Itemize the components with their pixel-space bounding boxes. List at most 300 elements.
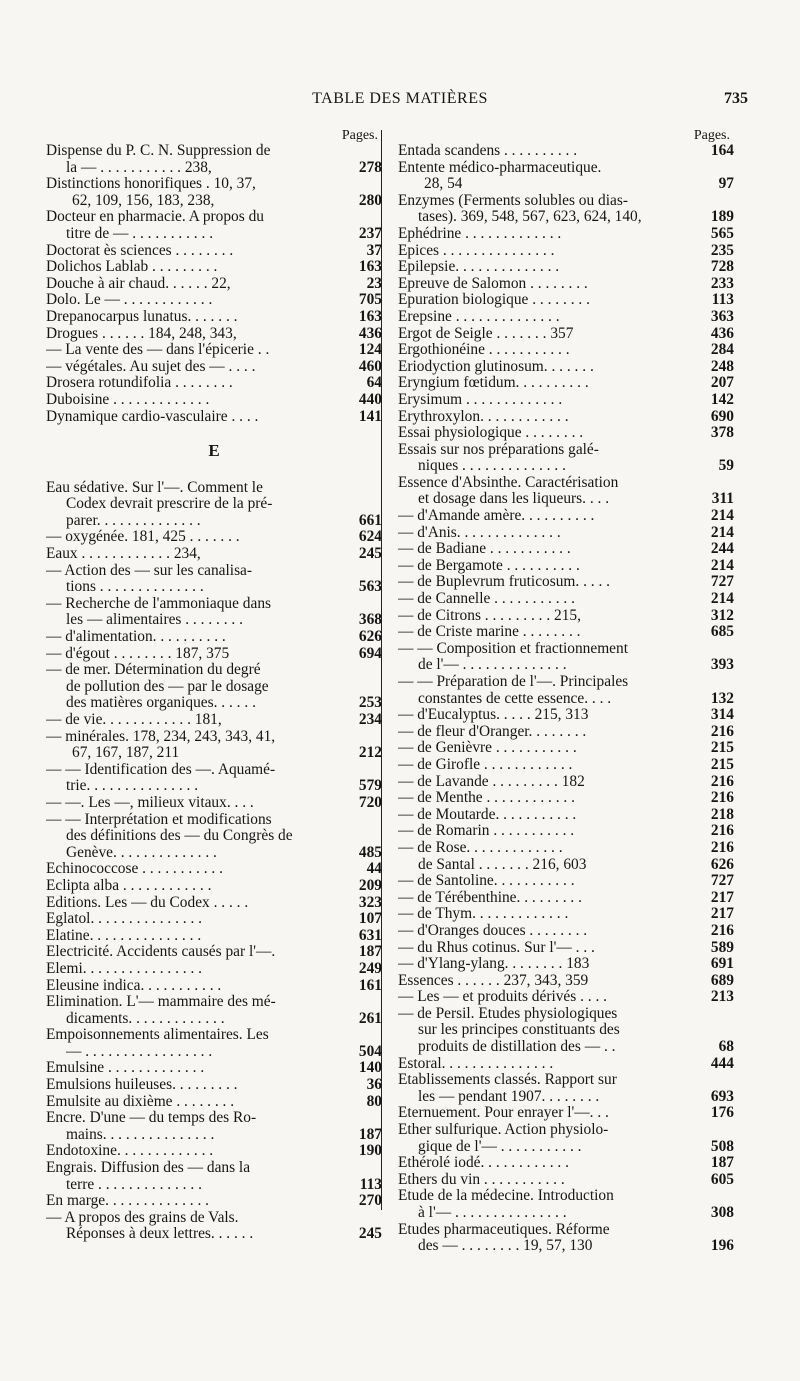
index-entry (398, 840, 734, 857)
entry-page-number: 163 (358, 258, 382, 276)
entry-page-number: 107 (358, 910, 382, 928)
index-entry (46, 496, 382, 513)
entry-text: — Recherche de l'ammoniaque dans (46, 595, 271, 612)
entry-text: — — Composition et fractionnement (398, 640, 628, 657)
entry-page-number: 270 (358, 1192, 382, 1210)
entry-page-number: 196 (710, 1237, 734, 1255)
entry-page-number: 187 (358, 1125, 382, 1143)
entry-page-number: 190 (358, 1142, 382, 1160)
index-entry (398, 923, 734, 940)
index-entry (398, 392, 734, 409)
entry-text: gique de l'— . . . . . . . . . . . (418, 1138, 582, 1155)
index-entry (46, 326, 382, 343)
entry-text: 67, 167, 187, 211 (72, 745, 180, 762)
index-entry (398, 425, 734, 442)
entry-text: — de Badiane . . . . . . . . . . . (398, 541, 571, 558)
index-entry (398, 956, 734, 973)
entry-page-number: 694 (358, 644, 382, 662)
left-column (46, 128, 382, 1243)
entry-text: et dosage dans les liqueurs. . . . (418, 491, 610, 508)
index-entry (398, 1172, 734, 1189)
index-entry (398, 1072, 734, 1089)
index-entry (46, 812, 382, 829)
entry-page-number: 213 (710, 988, 734, 1006)
index-entry (46, 529, 382, 546)
index-entry (46, 978, 382, 995)
entry-page-number: 245 (358, 1225, 382, 1243)
index-entry (46, 612, 382, 629)
entry-page-number: 216 (710, 789, 734, 807)
entry-text: — A propos des grains de Vals. (46, 1209, 239, 1226)
entry-text: Elimination. L'— mammaire des mé- (46, 994, 276, 1011)
entry-text: — de Moutarde. . . . . . . . . . . (398, 806, 577, 823)
index-entry (398, 890, 734, 907)
index-entry (46, 375, 382, 392)
entry-page-number: 444 (710, 1054, 734, 1072)
index-entry (46, 193, 382, 210)
entry-page-number: 589 (710, 938, 734, 956)
entry-text: Doctorat ès sciences . . . . . . . . (46, 242, 234, 259)
index-entry (46, 596, 382, 613)
index-entry (46, 1094, 382, 1111)
index-entry (398, 906, 734, 923)
entry-text: — de Thym. . . . . . . . . . . . . (398, 906, 569, 923)
index-entry (46, 1110, 382, 1127)
index-list-left-d (46, 143, 382, 425)
entry-page-number: 214 (710, 507, 734, 525)
entry-page-number: 187 (710, 1154, 734, 1172)
index-entry (398, 973, 734, 990)
entry-page-number: 44 (366, 860, 382, 878)
index-entry (46, 994, 382, 1011)
index-entry (46, 911, 382, 928)
entry-text: Empoisonnements alimentaires. Les (46, 1027, 269, 1044)
entry-text: à l'— . . . . . . . . . . . . . . . (418, 1205, 567, 1221)
entry-page-number: 216 (710, 722, 734, 740)
index-entry (46, 1210, 382, 1227)
entry-page-number: 689 (710, 971, 734, 989)
entry-text: de l'— . . . . . . . . . . . . . . (418, 657, 567, 674)
entry-page-number: 685 (710, 623, 734, 641)
entry-text: Endotoxine. . . . . . . . . . . . . (46, 1143, 214, 1160)
entry-page-number: 728 (710, 258, 734, 276)
entry-text: — de Girofle . . . . . . . . . . . . (398, 756, 573, 773)
entry-text: sur les principes constituants des (418, 1022, 620, 1039)
entry-text: Réponses à deux lettres. . . . . . (66, 1226, 254, 1243)
entry-page-number: 214 (710, 590, 734, 608)
entry-page-number: 140 (358, 1059, 382, 1077)
index-entry (398, 1222, 734, 1239)
entry-text: Editions. Les — du Codex . . . . . (46, 894, 249, 911)
entry-text: Etudes pharmaceutiques. Réforme (398, 1221, 610, 1238)
index-entry (398, 807, 734, 824)
index-entry (46, 1027, 382, 1044)
entry-text: Ethérolé iodé. . . . . . . . . . . . (398, 1155, 569, 1172)
index-entry (46, 1226, 382, 1243)
index-entry (398, 857, 734, 874)
entry-text: Entente médico-pharmaceutique. (398, 159, 602, 176)
entry-page-number: 23 (366, 274, 382, 292)
index-entry (46, 895, 382, 912)
entry-text: En marge. . . . . . . . . . . . . . (46, 1193, 210, 1210)
entry-text: Ergot de Seigle . . . . . . . 357 (398, 325, 574, 342)
index-entry (398, 674, 734, 691)
index-entry (398, 591, 734, 608)
index-entry (398, 1188, 734, 1205)
entry-text: — de Buplevrum fruticosum. . . . . (398, 574, 611, 591)
index-entry (398, 1022, 734, 1039)
index-entry (46, 828, 382, 845)
entry-page-number: 691 (710, 955, 734, 973)
index-entry (46, 1044, 382, 1061)
entry-text: Emulsite au dixième . . . . . . . . (46, 1093, 235, 1110)
index-entry (398, 989, 734, 1006)
entry-page-number: 80 (366, 1092, 382, 1110)
entry-text: — de Genièvre . . . . . . . . . . . (398, 740, 577, 757)
index-entry (398, 823, 734, 840)
index-entry (398, 1006, 734, 1023)
index-entry (398, 359, 734, 376)
entry-page-number: 97 (718, 175, 734, 193)
index-entry (46, 143, 382, 160)
entry-page-number: 176 (710, 1104, 734, 1122)
index-entry (398, 1238, 734, 1255)
index-entry (398, 1122, 734, 1139)
entry-text: Ethers du vin . . . . . . . . . . . (398, 1171, 565, 1188)
entry-page-number: 142 (710, 390, 734, 408)
index-entry (398, 641, 734, 658)
entry-text: — d'Anis. . . . . . . . . . . . . . (398, 524, 561, 541)
index-entry (46, 695, 382, 712)
index-entry (46, 1143, 382, 1160)
entry-page-number: 563 (358, 578, 382, 596)
pages-label-right: Pages. (693, 128, 730, 143)
index-entry (398, 790, 734, 807)
entry-page-number: 368 (358, 611, 382, 629)
entry-text: Eleusine indica. . . . . . . . . . . (46, 977, 222, 994)
entry-page-number: 216 (710, 921, 734, 939)
index-entry (398, 574, 734, 591)
entry-text: — d'Eucalyptus. . . . . 215, 313 (398, 707, 589, 724)
entry-text: — végétales. Au sujet des — . . . . (46, 358, 256, 375)
entry-page-number: 37 (366, 241, 382, 259)
entry-text: des définitions des — du Congrès de (66, 828, 293, 845)
index-entry (46, 1011, 382, 1028)
entry-text: Eriodyction glutinosum. . . . . . . (398, 358, 594, 375)
entry-text: — oxygénée. 181, 425 . . . . . . . (46, 529, 240, 546)
entry-text: — de Persil. Etudes physiologiques (398, 1005, 618, 1022)
entry-text: Echinococcose . . . . . . . . . . . (46, 861, 223, 878)
entry-text: Engrais. Diffusion des — dans la (46, 1160, 251, 1177)
index-entry (398, 442, 734, 459)
entry-text: Ergothionéine . . . . . . . . . . . (398, 342, 570, 359)
entry-page-number: 436 (710, 324, 734, 342)
index-entry (46, 861, 382, 878)
entry-text: Etude de la médecine. Introduction (398, 1188, 614, 1205)
index-entry (398, 243, 734, 260)
index-entry (46, 392, 382, 409)
entry-page-number: 460 (358, 357, 382, 375)
entry-page-number: 314 (710, 706, 734, 724)
entry-page-number: 235 (710, 241, 734, 259)
entry-text: Douche à air chaud. . . . . . 22, (46, 275, 231, 292)
entry-page-number: 261 (358, 1009, 382, 1027)
entry-text: constantes de cette essence. . . . (418, 690, 612, 707)
entry-text: Dolichos Lablab . . . . . . . . . (46, 259, 218, 276)
index-entry (398, 259, 734, 276)
index-entry (46, 1060, 382, 1077)
entry-text: — de Criste marine . . . . . . . . (398, 624, 581, 641)
entry-text: — de Citrons . . . . . . . . . 215, (398, 607, 581, 624)
entry-page-number: 215 (710, 739, 734, 757)
index-entry (398, 292, 734, 309)
entry-page-number: 720 (358, 793, 382, 811)
page-header (0, 90, 800, 112)
entry-page-number: 187 (358, 943, 382, 961)
entry-page-number: 113 (359, 1175, 382, 1193)
index-entry (46, 745, 382, 762)
entry-text: titre de — . . . . . . . . . . . (66, 225, 214, 242)
entry-page-number: 217 (710, 905, 734, 923)
index-entry (398, 475, 734, 492)
index-entry (46, 1160, 382, 1177)
entry-text: — La vente des — dans l'épicerie . . (46, 342, 270, 359)
index-entry (398, 1155, 734, 1172)
entry-page-number: 705 (358, 291, 382, 309)
entry-text: Eternuement. Pour enrayer l'—. . . (398, 1105, 609, 1122)
entry-page-number: 631 (358, 926, 382, 944)
entry-text: — Action des — sur les canalisa- (46, 562, 253, 579)
entry-page-number: 311 (711, 490, 734, 508)
entry-text: — du Rhus cotinus. Sur l'— . . . (398, 939, 595, 956)
entry-text: — —. Les —, milieux vitaux. . . . (46, 794, 254, 811)
entry-text: Eaux . . . . . . . . . . . . 234, (46, 546, 201, 563)
entry-text: tions . . . . . . . . . . . . . . (66, 579, 204, 596)
entry-text: Erysimum . . . . . . . . . . . . . (398, 391, 563, 408)
index-entry (398, 409, 734, 426)
index-entry (398, 740, 734, 757)
entry-text: Eclipta alba . . . . . . . . . . . . (46, 877, 212, 894)
entry-page-number: 207 (710, 374, 734, 392)
entry-page-number: 284 (710, 341, 734, 359)
entry-text: Epuration biologique . . . . . . . . (398, 292, 590, 309)
running-title: TABLE DES MATIÈRES (312, 90, 488, 107)
entry-page-number: 141 (358, 407, 382, 425)
entry-page-number: 218 (710, 805, 734, 823)
index-entry (398, 508, 734, 525)
index-entry (46, 1193, 382, 1210)
entry-text: Etablissements classés. Rapport sur (398, 1072, 617, 1089)
entry-text: Emulsine . . . . . . . . . . . . . (46, 1060, 205, 1077)
index-entry (46, 563, 382, 580)
entry-text: des — . . . . . . . . 19, 57, 130 (418, 1238, 593, 1255)
index-entry (46, 243, 382, 260)
entry-page-number: 189 (710, 208, 734, 226)
index-entry (46, 309, 382, 326)
entry-text: la — . . . . . . . . . . . 238, (66, 159, 212, 176)
index-entry (398, 1089, 734, 1106)
entry-text: mains. . . . . . . . . . . . . . . (66, 1126, 215, 1143)
entry-page-number: 323 (358, 893, 382, 911)
index-entry (46, 226, 382, 243)
index-entry (398, 774, 734, 791)
index-entry (398, 707, 734, 724)
index-entry (46, 662, 382, 679)
entry-text: les — pendant 1907. . . . . . . . (418, 1088, 600, 1105)
index-entry (398, 1056, 734, 1073)
entry-page-number: 253 (358, 694, 382, 712)
entry-text: Elatine. . . . . . . . . . . . . . . (46, 927, 202, 944)
entry-text: des matières organiques. . . . . . (66, 695, 256, 712)
index-entry (398, 657, 734, 674)
entry-text: de Santal . . . . . . . 216, 603 (418, 856, 587, 873)
entry-page-number: 278 (358, 158, 382, 176)
entry-page-number: 363 (710, 307, 734, 325)
index-entry (46, 480, 382, 497)
entry-text: tases). 369, 548, 567, 623, 624, 140, (418, 209, 642, 226)
entry-page-number: 68 (718, 1038, 734, 1056)
index-entry (46, 1127, 382, 1144)
entry-page-number: 124 (358, 341, 382, 359)
index-entry (398, 1205, 734, 1222)
index-entry (398, 309, 734, 326)
entry-text: Ether sulfurique. Action physiolo- (398, 1122, 609, 1139)
entry-text: Duboisine . . . . . . . . . . . . . (46, 391, 210, 408)
index-entry (46, 679, 382, 696)
entry-text: Genève. . . . . . . . . . . . . . (66, 844, 217, 861)
entry-text: Dolo. Le — . . . . . . . . . . . . (46, 292, 213, 309)
index-entry (46, 292, 382, 309)
entry-text: Enzymes (Ferments solubles ou dias- (398, 192, 628, 209)
index-entry (398, 1139, 734, 1156)
entry-page-number: 624 (358, 528, 382, 546)
index-entry (46, 944, 382, 961)
entry-page-number: 164 (710, 142, 734, 159)
entry-text: Epices . . . . . . . . . . . . . . . (398, 242, 555, 259)
index-entry (46, 762, 382, 779)
entry-text: Emulsions huileuses. . . . . . . . . (46, 1077, 238, 1094)
entry-page-number: 233 (710, 274, 734, 292)
entry-text: Electricité. Accidents causés par l'—. (46, 944, 276, 961)
index-entry (46, 778, 382, 795)
entry-text: produits de distillation des — . . (418, 1039, 616, 1056)
entry-page-number: 280 (358, 191, 382, 209)
entry-text: Docteur en pharmacie. A propos du (46, 209, 264, 226)
entry-text: — de Romarin . . . . . . . . . . . (398, 823, 575, 840)
entry-text: Encre. D'une — du temps des Ro- (46, 1110, 257, 1127)
entry-text: — de Rose. . . . . . . . . . . . . (398, 839, 563, 856)
entry-text: Drosera rotundifolia . . . . . . . . (46, 375, 233, 392)
entry-page-number: 661 (358, 511, 382, 529)
entry-page-number: 436 (358, 324, 382, 342)
entry-text: 62, 109, 156, 183, 238, (72, 192, 215, 209)
index-entry (398, 458, 734, 475)
entry-text: Codex devrait prescrire de la pré- (66, 496, 273, 513)
entry-text: Epreuve de Salomon . . . . . . . . (398, 275, 588, 292)
index-entry (46, 359, 382, 376)
entry-page-number: 565 (710, 224, 734, 242)
index-entry (398, 940, 734, 957)
index-entry (46, 342, 382, 359)
entry-text: — Les — et produits dérivés . . . . (398, 989, 608, 1006)
entry-text: Essais sur nos préparations galé- (398, 441, 599, 458)
entry-text: — de Bergamote . . . . . . . . . . (398, 557, 580, 574)
entry-page-number: 508 (710, 1137, 734, 1155)
entry-page-number: 626 (710, 855, 734, 873)
entry-text: trie. . . . . . . . . . . . . . . (66, 778, 199, 795)
entry-page-number: 579 (358, 777, 382, 795)
entry-text: Epilepsie. . . . . . . . . . . . . . (398, 259, 560, 276)
entry-text: Drepanocarpus lunatus. . . . . . . (46, 308, 238, 325)
index-entry (398, 226, 734, 243)
entry-text: — d'Oranges douces . . . . . . . . (398, 922, 588, 939)
index-entry (398, 624, 734, 641)
index-entry (398, 143, 734, 160)
entry-text: — de Cannelle . . . . . . . . . . . (398, 591, 575, 608)
index-entry (398, 724, 734, 741)
entry-page-number: 216 (710, 772, 734, 790)
index-entry (46, 176, 382, 193)
entry-page-number: 237 (358, 224, 382, 242)
entry-text: de pollution des — par le dosage (66, 678, 269, 695)
entry-text: — d'alimentation. . . . . . . . . . (46, 629, 226, 646)
index-entry (398, 342, 734, 359)
entry-text: Distinctions honorifiques . 10, 37, (46, 176, 256, 193)
entry-page-number: 216 (710, 838, 734, 856)
entry-page-number: 113 (711, 291, 734, 309)
entry-text: — de mer. Détermination du degré (46, 662, 261, 679)
entry-text: Dispense du P. C. N. Suppression de (46, 143, 271, 159)
entry-text: Essence d'Absinthe. Caractérisation (398, 474, 619, 491)
entry-text: Essences . . . . . . 237, 343, 359 (398, 972, 589, 989)
index-entry (46, 1077, 382, 1094)
index-entry (46, 712, 382, 729)
entry-page-number: 626 (358, 628, 382, 646)
index-entry (46, 845, 382, 862)
index-entry (46, 928, 382, 945)
index-entry (398, 757, 734, 774)
entry-page-number: 216 (710, 822, 734, 840)
entry-text: 28, 54 (424, 176, 463, 193)
index-entry (398, 1105, 734, 1122)
section-letter-e: E (208, 441, 220, 461)
entry-page-number: 212 (358, 744, 382, 762)
index-entry (46, 1177, 382, 1194)
entry-text: — d'Ylang-ylang. . . . . . . . 183 (398, 956, 590, 973)
entry-page-number: 59 (718, 457, 734, 475)
index-entry (46, 878, 382, 895)
entry-text: Elemi. . . . . . . . . . . . . . . . (46, 960, 203, 977)
entry-page-number: 249 (358, 959, 382, 977)
entry-text: terre . . . . . . . . . . . . . . (66, 1176, 202, 1193)
index-entry (398, 491, 734, 508)
entry-page-number: 308 (710, 1204, 734, 1221)
index-entry (398, 691, 734, 708)
entry-text: — de Térébenthine. . . . . . . . . (398, 889, 582, 906)
entry-text: Essai physiologique . . . . . . . . (398, 425, 584, 442)
entry-page-number: 727 (710, 872, 734, 890)
index-entry (46, 513, 382, 530)
entry-text: Eryngium fœtidum. . . . . . . . . . (398, 375, 589, 392)
right-column (398, 128, 734, 1255)
entry-text: niques . . . . . . . . . . . . . . (418, 458, 566, 475)
index-entry (398, 608, 734, 625)
entry-page-number: 485 (358, 843, 382, 861)
entry-page-number: 690 (710, 407, 734, 425)
entry-page-number: 312 (710, 606, 734, 624)
index-entry (46, 160, 382, 177)
entry-text: — de vie. . . . . . . . . . . . 181, (46, 712, 222, 728)
